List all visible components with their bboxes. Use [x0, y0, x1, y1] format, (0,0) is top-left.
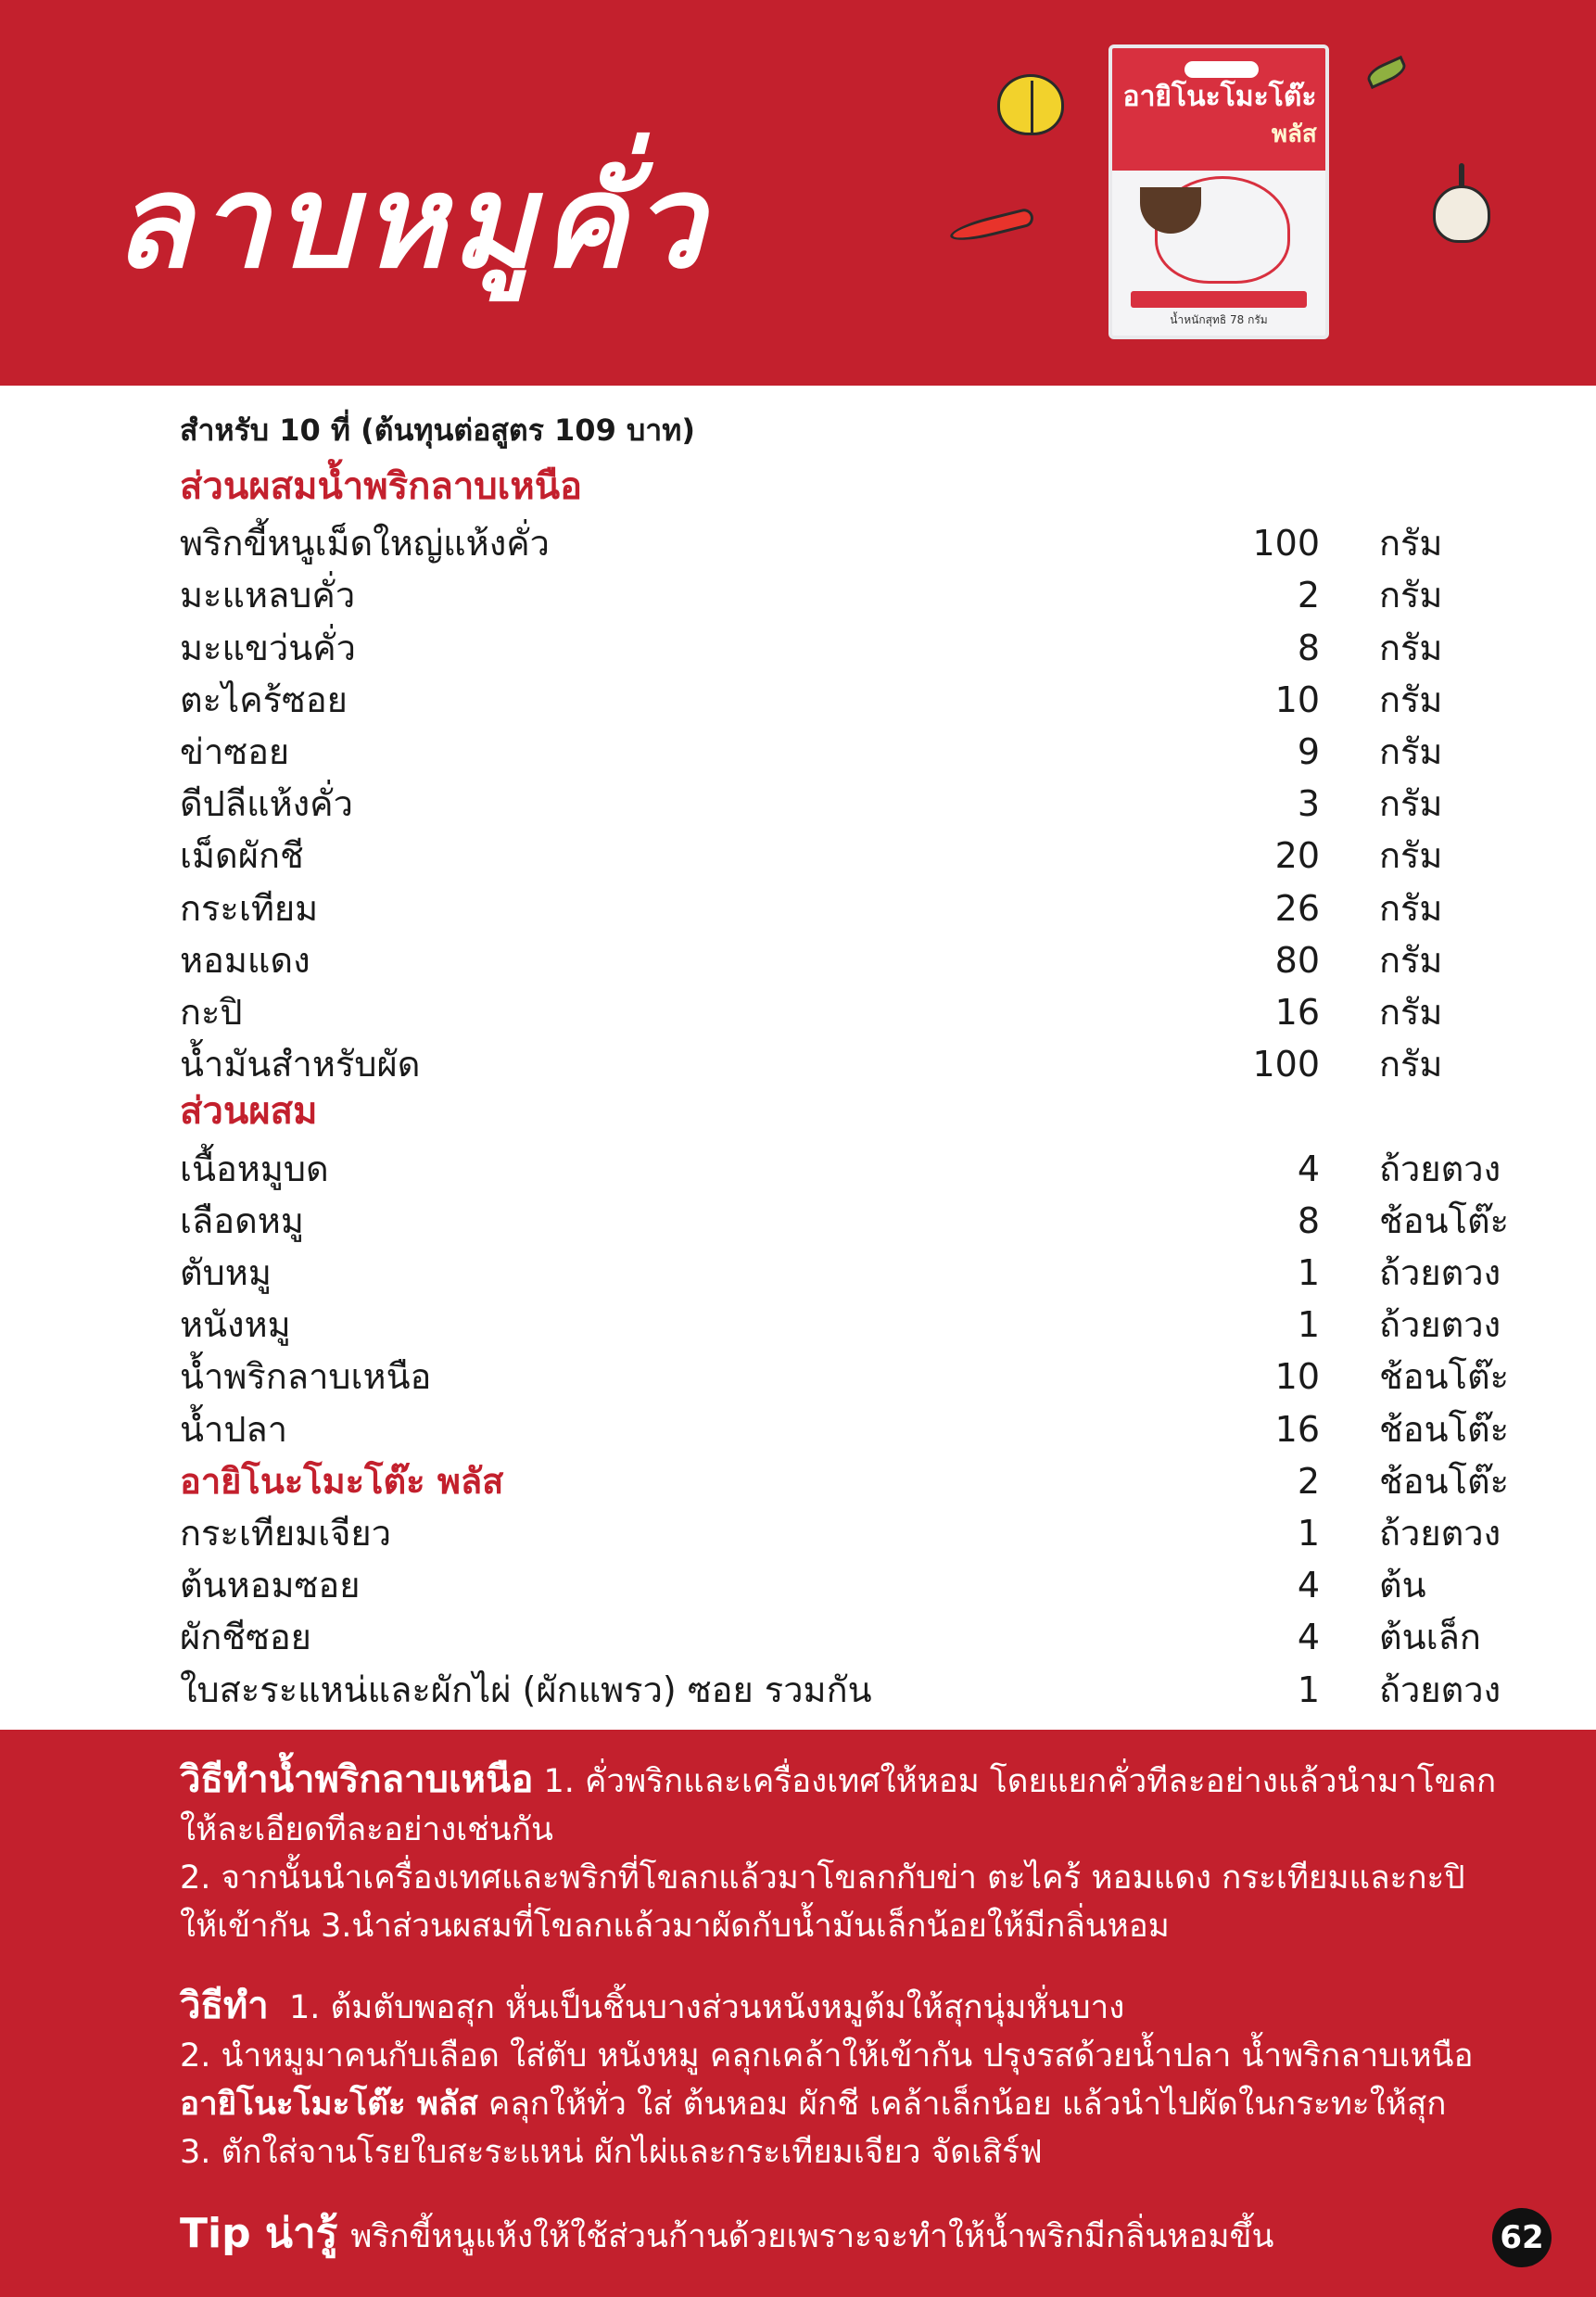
- ingredient-name: กระเทียมเจียว: [180, 1513, 392, 1554]
- ingredient-name: มะแขว่นคั่ว: [180, 627, 356, 668]
- ingredient-unit: ช้อนโต๊ะ: [1379, 1199, 1510, 1241]
- ingredient-qty: 8: [1297, 627, 1320, 668]
- ingredient-name: มะแหลบคั่ว: [180, 575, 356, 616]
- ingredient-unit: กรัม: [1379, 679, 1443, 720]
- main-method-line-1: [180, 1982, 1542, 2032]
- main-method: [180, 1982, 1542, 2176]
- ingredient-qty: 10: [1274, 679, 1320, 720]
- onion-icon: [997, 74, 1064, 135]
- header-slant: [0, 352, 28, 386]
- ingredient-qty: 100: [1252, 1044, 1320, 1085]
- main-step-1: 1. ต้มตับพอสุก หั่นเป็นชิ้นบางส่วนหนังหมูต้มให้สุกนุ่มหั่นบาง: [288, 1989, 1125, 2026]
- ingredient-qty: 80: [1274, 939, 1320, 981]
- package-weight: น้ำหนักสุทธิ 78 กรัม: [1170, 313, 1268, 326]
- ingredient-unit: ช้อนโต๊ะ: [1379, 1356, 1510, 1398]
- section-title: ส่วนผสมน้ำพริกลาบเหนือ: [180, 465, 583, 508]
- ingredient-qty: 1: [1297, 1513, 1320, 1554]
- ingredient-unit: ช้อนโต๊ะ: [1379, 1460, 1510, 1502]
- paste-method-line-3: 2. จากนั้นนำเครื่องเทศและพริกที่โขลกแล้วมาโขลกกับข่า ตะไคร้ หอมแดง กระเทียมและกะปิ: [180, 1859, 1465, 1897]
- ingredient-row: [180, 569, 1533, 621]
- ingredient-qty: 16: [1274, 1408, 1320, 1450]
- ingredient-qty: 3: [1297, 783, 1320, 825]
- section-title: ส่วนผสม: [180, 1090, 318, 1134]
- ingredient-qty: 8: [1297, 1199, 1320, 1241]
- ingredient-name: เลือดหมู: [180, 1199, 304, 1241]
- ingredient-name: หนังหมู: [180, 1304, 291, 1346]
- ingredient-row: [180, 1559, 1533, 1611]
- ingredient-unit: ถ้วยตวง: [1379, 1669, 1501, 1710]
- ingredient-unit: กรัม: [1379, 1044, 1443, 1085]
- ingredient-name: เม็ดผักชี: [180, 835, 304, 877]
- ingredient-row: [180, 1351, 1533, 1402]
- ingredient-row: [180, 1247, 1533, 1299]
- ingredient-name: ต้นหอมซอย: [180, 1565, 361, 1606]
- ingredient-qty: 2: [1297, 575, 1320, 616]
- package-product-name: อายิโนะโมะโต๊ะ: [1122, 81, 1317, 113]
- ingredient-row: [180, 830, 1533, 882]
- ingredient-row: [180, 882, 1533, 934]
- ingredient-row: [180, 934, 1533, 986]
- ingredient-unit: ช้อนโต๊ะ: [1379, 1408, 1510, 1450]
- paste-step-1: 1. คั่วพริกและเครื่องเทศให้หอม โดยแยกคั่วทีละอย่างแล้วนำมาโขลก: [543, 1763, 1497, 1800]
- ingredient-row: [180, 517, 1533, 569]
- ingredient-unit: กรัม: [1379, 783, 1443, 825]
- ingredient-unit: กรัม: [1379, 523, 1443, 565]
- main-method-brand: อายิโนะโมะโต๊ะ พลัส: [180, 2086, 478, 2123]
- paste-method-line-2: ให้ละเอียดทีละอย่างเช่นกัน: [180, 1811, 553, 1848]
- paste-method-title: วิธีทำน้ำพริกลาบเหนือ: [180, 1758, 534, 1801]
- ingredient-row: [180, 1664, 1533, 1716]
- tip-title: Tip น่ารู้: [180, 2210, 338, 2257]
- ingredient-qty: 4: [1297, 1565, 1320, 1606]
- ingredient-row: [180, 1299, 1533, 1351]
- ingredient-unit: ถ้วยตวง: [1379, 1304, 1501, 1346]
- ingredient-unit: กรัม: [1379, 992, 1443, 1033]
- package-variant: พลัส: [1271, 121, 1317, 148]
- ingredient-unit: กรัม: [1379, 939, 1443, 981]
- main-method-line-3: [180, 2080, 1542, 2128]
- ingredient-name: ดีปลีแห้งคั่ว: [180, 783, 353, 825]
- ingredient-row: [180, 1038, 1533, 1090]
- tip-box: [180, 2208, 1477, 2263]
- ingredient-name: ตับหมู: [180, 1252, 272, 1293]
- ingredient-name: อายิโนะโมะโต๊ะ พลัส: [180, 1460, 504, 1502]
- ingredient-row: [180, 1403, 1533, 1455]
- ingredient-name: หอมแดง: [180, 939, 310, 981]
- ingredient-name: ตะไคร้ซอย: [180, 679, 348, 720]
- ingredient-row: [180, 1143, 1533, 1195]
- ingredient-qty: 4: [1297, 1148, 1320, 1189]
- main-method-line-2: 2. นำหมูมาคนกับเลือด ใส่ตับ หนังหมู คลุกเคล้าให้เข้ากัน ปรุงรสด้วยน้ำปลา น้ำพริกลาบเหนือ: [180, 2037, 1474, 2075]
- serves-info: สำหรับ 10 ที่ (ต้นทุนต่อสูตร 109 บาท): [180, 412, 695, 448]
- recipe-title: ลาบหมูคั่ว: [113, 146, 710, 297]
- ingredient-row: [180, 1195, 1533, 1247]
- ingredient-name: กะปิ: [180, 992, 243, 1033]
- ingredient-unit: ถ้วยตวง: [1379, 1252, 1501, 1293]
- brand-logo: [1184, 61, 1259, 78]
- ingredient-name: ผักชีซอย: [180, 1617, 311, 1658]
- ingredient-unit: กรัม: [1379, 731, 1443, 772]
- ingredient-row: [180, 1507, 1533, 1559]
- main-method-title: วิธีทำ: [180, 1985, 269, 2027]
- ingredient-name: ใบสะระแหน่และผักไผ่ (ผักแพรว) ซอย รวมกัน: [180, 1669, 872, 1710]
- paste-method-line-1: [180, 1756, 1542, 1806]
- tip-text: พริกขี้หนูแห้งให้ใช้ส่วนก้านด้วยเพราะจะทำให้น้ำพริกมีกลิ่นหอมขึ้น: [350, 2218, 1274, 2255]
- ingredient-unit: กรัม: [1379, 627, 1443, 668]
- ingredient-unit: กรัม: [1379, 835, 1443, 877]
- ingredient-unit: ถ้วยตวง: [1379, 1148, 1501, 1189]
- main-step-2-cont: คลุกให้ทั่ว ใส่ ต้นหอม ผักชี เคล้าเล็กน้อย แล้วนำไปผัดในกระทะให้สุก: [488, 2086, 1447, 2123]
- ingredient-qty: 10: [1274, 1356, 1320, 1398]
- ingredient-qty: 9: [1297, 731, 1320, 772]
- ingredient-unit: ถ้วยตวง: [1379, 1513, 1501, 1554]
- paste-method: [180, 1756, 1542, 1950]
- product-package-image: [1108, 44, 1329, 339]
- ingredient-row: [180, 1455, 1533, 1507]
- ingredient-name: เนื้อหมูบด: [180, 1148, 329, 1189]
- ingredient-name: น้ำพริกลาบเหนือ: [180, 1356, 432, 1398]
- ingredient-unit: กรัม: [1379, 887, 1443, 929]
- ingredient-name: ข่าซอย: [180, 731, 290, 772]
- ingredient-qty: 4: [1297, 1617, 1320, 1658]
- ingredient-qty: 1: [1297, 1304, 1320, 1346]
- ingredient-unit: กรัม: [1379, 575, 1443, 616]
- ingredient-qty: 2: [1297, 1460, 1320, 1502]
- ingredient-row: [180, 778, 1533, 830]
- ingredient-qty: 1: [1297, 1669, 1320, 1710]
- ingredient-qty: 26: [1274, 887, 1320, 929]
- ingredient-row: [180, 726, 1533, 778]
- ingredient-qty: 100: [1252, 523, 1320, 565]
- ingredient-unit: ต้น: [1379, 1565, 1426, 1606]
- main-method-line-4: 3. ตักใส่จานโรยใบสะระแหน่ ผักไผ่และกระเทียมเจียว จัดเสิร์ฟ: [180, 2134, 1043, 2171]
- package-band: [1131, 291, 1307, 308]
- ingredient-qty: 16: [1274, 992, 1320, 1033]
- ingredient-name: กระเทียม: [180, 887, 319, 929]
- ingredient-unit: ต้นเล็ก: [1379, 1617, 1481, 1658]
- ingredient-row: [180, 1611, 1533, 1663]
- ingredient-name: น้ำปลา: [180, 1408, 288, 1450]
- page-number: 62: [1492, 2208, 1552, 2267]
- ingredient-row: [180, 674, 1533, 726]
- ingredient-row: [180, 986, 1533, 1038]
- ingredient-qty: 20: [1274, 835, 1320, 877]
- ingredient-name: พริกขี้หนูเม็ดใหญ่แห้งคั่ว: [180, 523, 551, 565]
- ingredient-qty: 1: [1297, 1252, 1320, 1293]
- paste-method-line-4: ให้เข้ากัน 3.นำส่วนผสมที่โขลกแล้วมาผัดกับน้ำมันเล็กน้อยให้มีกลิ่นหอม: [180, 1908, 1170, 1945]
- ingredient-name: น้ำมันสำหรับผัด: [180, 1044, 421, 1085]
- ingredient-row: [180, 622, 1533, 674]
- garlic-icon: [1433, 185, 1490, 243]
